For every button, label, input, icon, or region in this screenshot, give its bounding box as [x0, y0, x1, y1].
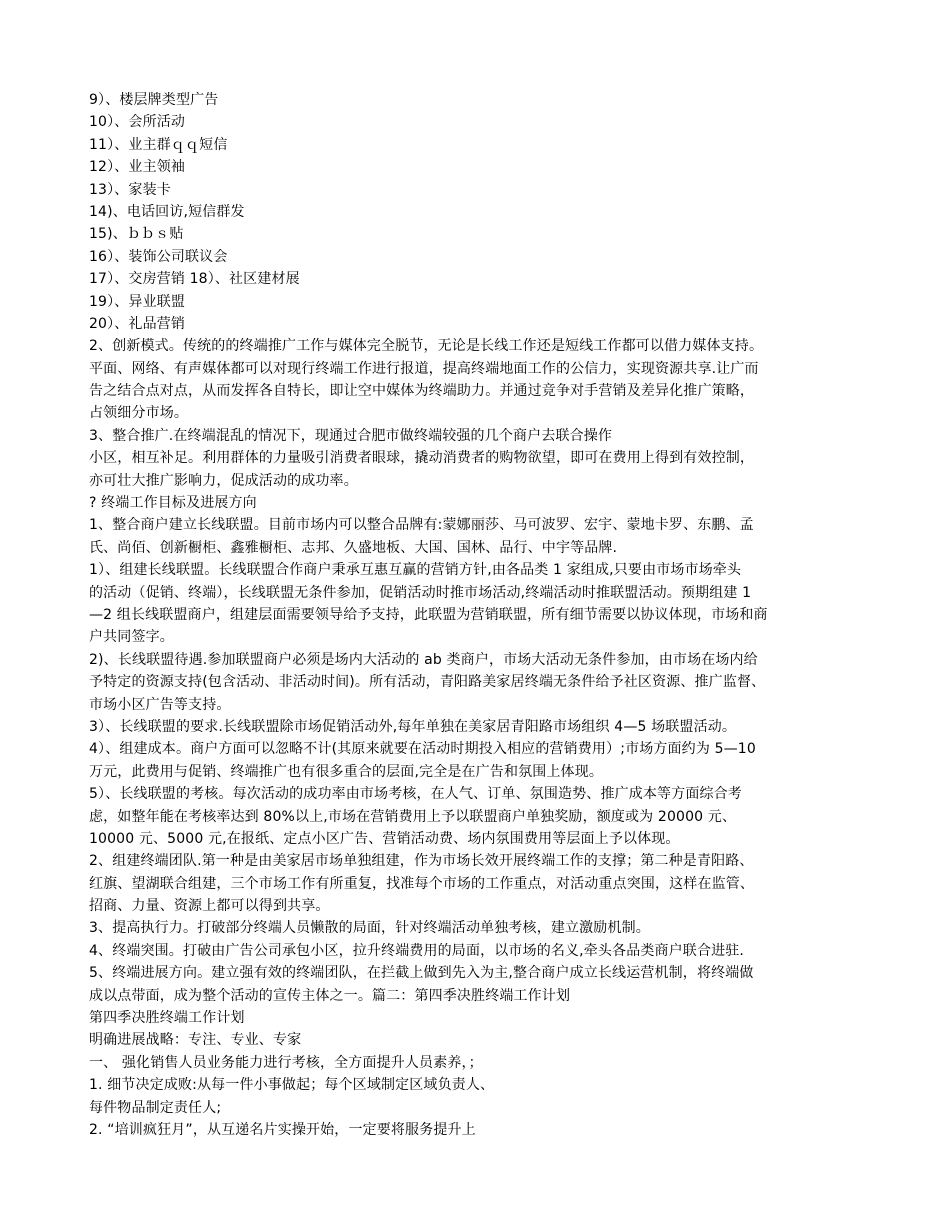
- text-line: 15)、ｂｂｓ贴: [89, 226, 184, 243]
- text-line: 10）、会所活动: [89, 114, 186, 131]
- text-line: 红旗、望湖联合组建，三个市场工作有所重复，找准每个市场的工作重点，对活动重点突围，这样在监管、: [89, 875, 755, 892]
- text-line: 明确进展战略：专注、专业、专家: [89, 1032, 302, 1049]
- text-line: 占领细分市场。: [89, 405, 189, 422]
- text-line: 市场小区广告等支持。: [89, 696, 231, 713]
- text-line: 每件物品制定责任人;: [89, 1099, 222, 1116]
- text-line: 5）、长线联盟的考核。每次活动的成功率由市场考核，在人气、订单、氛围造势、推广成本等方面综合考: [89, 786, 742, 803]
- text-line: 2)、长线联盟待遇.参加联盟商户必须是场内大活动的 ab 类商户，市场大活动无条件参加，由市场在场内给: [89, 651, 758, 668]
- text-line: 10000 元、5000 元,在报纸、定点小区广告、营销活动费、场内氛围费用等层面上予以体现。: [89, 830, 680, 847]
- text-line: 2、创新模式。传统的的终端推广工作与媒体完全脱节，无论是长线工作还是短线工作都可以借力媒体支持。: [89, 338, 764, 355]
- document-body: [89, 89, 879, 1141]
- text-line: 告之结合点对点，从而发挥各自特长，即让空中媒体为终端助力。并通过竞争对手营销及差异化推广策略，: [89, 383, 755, 400]
- text-line: 万元，此费用与促销、终端推广也有很多重合的层面,完全是在广告和氛围上体现。: [89, 763, 603, 780]
- text-line: 16）、装饰公司联议会: [89, 248, 228, 265]
- text-line: 一、 强化销售人员业务能力进行考核，全方面提升人员素养，；: [89, 1054, 483, 1071]
- text-line: 14)、电话回访,短信群发: [89, 203, 245, 220]
- text-line: 20）、礼品营销: [89, 315, 186, 332]
- text-line: 13）、家装卡: [89, 181, 171, 198]
- text-line: 1）、组建长线联盟。长线联盟合作商户秉承互惠互赢的营销方针,由各品类 1 家组成,只要由市场市场牵头: [89, 562, 742, 579]
- document-title: 第四季决胜终端工作计划: [89, 1010, 245, 1027]
- text-line: 小区，相互补足。利用群体的力量吸引消费者眼球，撬动消费者的购物欲望，即可在费用上得到有效控制，: [89, 450, 755, 467]
- text-line: 予特定的资源支持(包含活动、非活动时间)。所有活动，青阳路美家居终端无条件给予社区资源、推广监督、: [89, 674, 766, 691]
- text-line: 的活动（促销、终端），长线联盟无条件参加，促销活动时推市场活动,终端活动时推联盟活动。预期组建 1: [89, 584, 752, 601]
- text-line: 户共同签字。: [89, 629, 174, 646]
- text-line: 12）、业主领袖: [89, 159, 186, 176]
- text-line: 19）、异业联盟: [89, 293, 186, 310]
- text-line: 4、终端突围。打破由广告公司承包小区，拉升终端费用的局面，以市场的名义,牵头各品类商户联合进驻.: [89, 942, 745, 959]
- text-line: 9）、楼层牌类型广告: [89, 92, 219, 108]
- text-line: 4）、组建成本。商户方面可以忽略不计(其原来就要在活动时期投入相应的营销费用）;市场方面约为 5—10: [89, 741, 756, 758]
- section-heading: ? 终端工作目标及进展方向: [89, 495, 257, 512]
- text-line: 1、整合商户建立长线联盟。目前市场内可以整合品牌有:蒙娜丽莎、马可波罗、宏宇、蒙地卡罗、东鹏、孟: [89, 517, 754, 534]
- text-line: 平面、网络、有声媒体都可以对现行终端工作进行报道，提高终端地面工作的公信力，实现资源共享.让广而: [89, 360, 759, 377]
- text-line: 17）、交房营销 18）、社区建材展: [89, 271, 300, 288]
- text-line: 1. 细节决定成败:从每一件小事做起；每个区域制定区域负责人、: [89, 1077, 495, 1094]
- text-line: 成以点带面，成为整个活动的宣传主体之一。篇二：第四季决胜终端工作计划: [89, 987, 571, 1004]
- text-line: 亦可壮大推广影响力，促成活动的成功率。: [89, 472, 358, 489]
- text-line: 虑，如整年能在考核率达到 80%以上,市场在营销费用上予以联盟商户单独奖励，额度或为 20000 元、: [89, 808, 737, 825]
- text-line: 11）、业主群ｑｑ短信: [89, 136, 228, 153]
- text-line: 氏、尚佰、创新橱柜、鑫雅橱柜、志邦、久盛地板、大国、国林、品行、中宇等品牌.: [89, 539, 618, 556]
- text-line: 2、组建终端团队.第一种是由美家居市场单独组建，作为市场长效开展终端工作的支撑；第二种是青阳路、: [89, 853, 754, 870]
- text-line: 3）、长线联盟的要求.长线联盟除市场促销活动外,每年单独在美家居青阳路市场组织 4—5 场联盟活动。: [89, 718, 737, 735]
- text-line: 3、整合推广.在终端混乱的情况下，现通过合肥市做终端较强的几个商户去联合操作: [89, 427, 613, 444]
- text-line: 2. “培训疯狂月”，从互递名片实操开始，一定要将服务提升上: [89, 1121, 476, 1138]
- text-line: 招商、力量、资源上都可以得到共享。: [89, 898, 330, 915]
- text-line: 3、提高执行力。打破部分终端人员懒散的局面，针对终端活动单独考核，建立激励机制。: [89, 920, 650, 937]
- text-line: 5、终端进展方向。建立强有效的终端团队，在拦截上做到先入为主,整合商户成立长线运营机制，将终端做: [89, 965, 754, 982]
- text-line: —2 组长线联盟商户，组建层面需要领导给予支持，此联盟为营销联盟，所有细节需要以协议体现，市场和商: [89, 606, 768, 623]
